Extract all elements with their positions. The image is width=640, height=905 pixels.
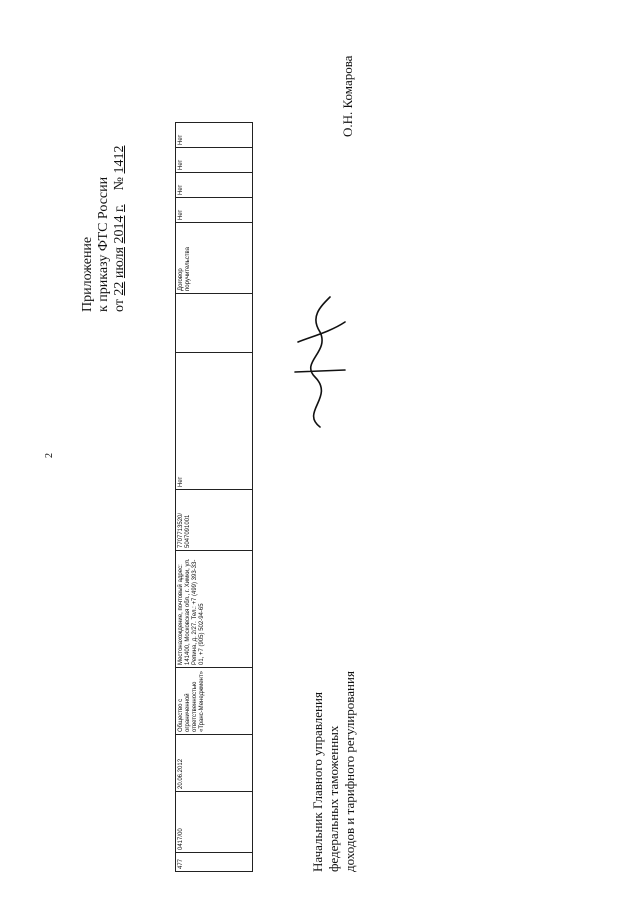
table-cell-inn: 7707713520/ 5047091001: [176, 490, 253, 551]
table-cell-empty: [176, 294, 253, 353]
handwritten-signature: [290, 292, 350, 432]
page-number: 2: [44, 453, 55, 458]
table-cell-branches: Нет: [176, 353, 253, 490]
table-cell-organization: Общество с ограниченной ответственностью «Транс-Менеджмент»: [176, 668, 253, 735]
signatory-title: [310, 671, 358, 872]
table-cell-address: Местонахождение, почтовый адрес: 141400, Московская обл., г. Химки, ул. Репина, д. 2/27. Тел.: +7 (499) 393-33-01, +7 (905) 502-94-65: [176, 551, 253, 668]
appendix-title: Приложение: [80, 236, 95, 312]
appendix-header: [80, 146, 128, 313]
table-cell-date: 20.06.2012: [176, 735, 253, 792]
date-month: июля: [112, 247, 127, 279]
table-cell-flag: Нет: [176, 123, 253, 148]
signatory-title-line: доходов и тарифного регулирования: [342, 671, 357, 872]
table-cell-guarantee: Договор поручительства: [176, 223, 253, 294]
date-suffix: г.: [112, 204, 127, 213]
table-cell-registration: 0417/00: [176, 792, 253, 853]
table-cell-number: 477: [176, 853, 253, 872]
document-body: [80, 42, 595, 872]
order-number: 1412: [112, 145, 127, 174]
date-day: 22: [112, 281, 127, 296]
table-row: [176, 123, 253, 872]
appendix-date-line: [112, 146, 128, 313]
registry-table: [175, 122, 253, 872]
appendix-order: к приказу ФТС России: [96, 176, 111, 312]
table-cell-flag: Нет: [176, 198, 253, 223]
number-prefix: №: [112, 177, 127, 191]
signatory-title-line: Начальник Главного управления: [310, 692, 325, 872]
signatory-title-line: федеральных таможенных: [326, 725, 341, 872]
signatory-name: О.Н. Комарова: [340, 55, 355, 137]
table-cell-flag: Нет: [176, 148, 253, 173]
date-prefix: от: [112, 299, 127, 312]
table-cell-flag: Нет: [176, 173, 253, 198]
date-year: 2014: [112, 215, 127, 244]
